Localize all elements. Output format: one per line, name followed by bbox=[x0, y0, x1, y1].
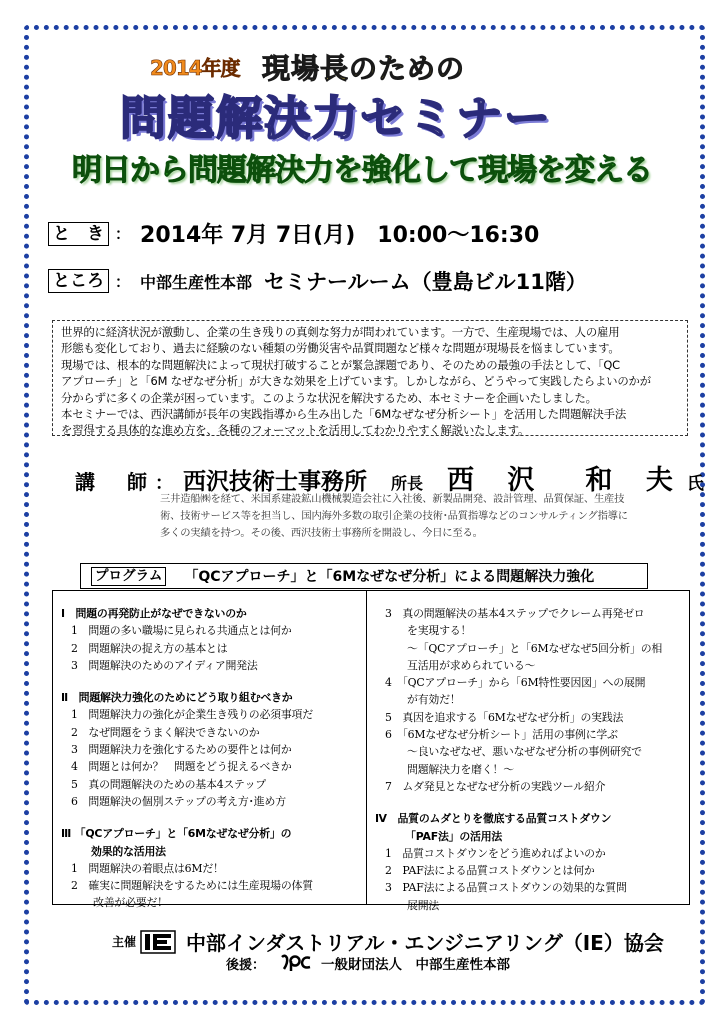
program-spacer bbox=[61, 810, 361, 825]
program-right-column bbox=[375, 605, 687, 914]
program-title: 「QCアプローチ」と「6Mなぜなぜ分析」による問題解決力強化 bbox=[184, 569, 595, 585]
year-label: 2014年度 bbox=[150, 56, 240, 80]
program-item: 6 問題解決の個別ステップの考え方･進め方 bbox=[71, 794, 286, 808]
support-label: 後援： bbox=[226, 957, 266, 973]
program-item: を実現する！ bbox=[407, 624, 472, 638]
program-item: 2 問題解決の捉え方の基本とは bbox=[71, 641, 228, 655]
program-item: 互活用が求められている〜 bbox=[407, 658, 536, 672]
sponsor-name: 中部インダストリアル・エンジニアリング（IE）協会 bbox=[186, 931, 664, 955]
program-item: 〜良いなぜなぜ、悪いなぜなぜ分析の事例研究で bbox=[407, 745, 642, 759]
program-item: 1 品質コストダウンをどう進めればよいのか bbox=[385, 846, 606, 860]
lecturer-bio bbox=[160, 491, 670, 542]
program-item: 3 問題解決力を強化するための要件とは何か bbox=[71, 743, 292, 757]
program-item: 展開法 bbox=[407, 898, 440, 912]
program-item: 2 なぜ問題をうまく解決できないのか bbox=[71, 725, 260, 739]
intro-box bbox=[52, 320, 688, 436]
seminar-subtitle: 現場長のための bbox=[262, 52, 466, 85]
program-item: 1 問題解決力の強化が企業生き残りの必須事項だ bbox=[71, 708, 313, 722]
program-item: 3 PAF法による品質コストダウンの効果的な質問 bbox=[385, 881, 627, 895]
seminar-title: 問題解決力セミナー bbox=[120, 91, 552, 145]
intro-line: アプローチ」と「6M なぜなぜ分析」が大きな効果を上げています。しかしながら、どうやって実践したらよいのかが bbox=[61, 374, 651, 389]
program-item: 4 問題とは何か？ 問題をどう捉えるべきか bbox=[71, 760, 292, 774]
support-row bbox=[226, 953, 510, 973]
bio-line: 術、技術サービス等を担当し、国内海外多数の取引企業の技術･品質指導などのコンサルティング指導に bbox=[160, 510, 628, 522]
venue-org: 中部生産性本部 bbox=[140, 272, 253, 292]
program-item: 2 確実に問題解決をするためには生産現場の体質 bbox=[71, 879, 313, 893]
program-item: 2 PAF法による品質コストダウンとは何か bbox=[385, 864, 595, 878]
intro-line: 世界的に経済状況が激動し、企業の生き残りの真剣な努力が問われています。一方で、生産現場では、人の雇用 bbox=[61, 325, 620, 339]
intro-line: 現場では、根本的な問題解決によって現状打破することが緊急課題であり、そのための最強の手法として、「QC bbox=[61, 357, 620, 372]
intro-line: を習得する具体的な進め方を、各種のフォーマットを活用してわかりやすく解説いたします。 bbox=[61, 423, 530, 438]
program-section-heading: 「PAF法」の活用法 bbox=[405, 829, 503, 843]
program-section-heading: 効果的な活用法 bbox=[91, 844, 166, 858]
program-spacer bbox=[375, 795, 687, 810]
venue-colon: ： bbox=[115, 272, 131, 291]
program-item: 1 問題の多い職場に見られる共通点とは何か bbox=[71, 624, 292, 638]
lecturer-name: 西 沢 和 夫 bbox=[447, 465, 685, 496]
lecturer-honorific: 氏 bbox=[686, 474, 704, 494]
program-box bbox=[52, 590, 690, 912]
date-row bbox=[48, 218, 539, 249]
ie-logo-icon bbox=[140, 930, 176, 954]
program-item: 4 「QCアプローチ」から「6M特性要因図」への展開 bbox=[385, 676, 646, 690]
intro-line: 本セミナーでは、西沢講師が長年の実践指導から生み出した「6Mなぜなぜ分析シート」を活用した問題解決手法 bbox=[61, 407, 627, 422]
venue-room: セミナールーム（豊島ビル11階） bbox=[264, 270, 587, 294]
lecturer-org: 西沢技術士事務所 bbox=[183, 469, 367, 495]
program-item: 6 「6Mなぜなぜ分析シート」活用の事例に学ぶ bbox=[385, 728, 618, 742]
program-item: 5 真の問題解決のための基本4ステップ bbox=[71, 777, 266, 791]
program-item: 改善が必要だ！ bbox=[93, 896, 168, 910]
program-item: 5 真因を追求する「6Mなぜなぜ分析」の実践法 bbox=[385, 710, 624, 724]
lecturer-colon: ： bbox=[155, 473, 173, 494]
sponsor-row bbox=[112, 927, 664, 956]
tagline: 明日から問題解決力を強化して現場を変える bbox=[72, 153, 652, 188]
intro-line: 形態も変化しており、過去に経験のない種類の労働災害や品質問題など様々な問題が現場長を悩ましています。 bbox=[61, 341, 620, 356]
program-label: プログラム bbox=[91, 567, 166, 586]
program-item: 3 真の問題解決の基本4ステップでクレーム再発ゼロ bbox=[385, 607, 645, 620]
bio-line: 多くの実績を持つ。その後、西沢技術士事務所を開設し、今日に至る。 bbox=[160, 527, 483, 539]
program-item: が有効だ！ bbox=[407, 693, 461, 707]
lecturer-position: 所長 bbox=[391, 474, 424, 493]
date-value: 2014年 7月 7日(月) 10:00〜16:30 bbox=[140, 223, 540, 248]
bio-line: 三井造船㈱を経て、米国系建設鉱山機械製造会社に入社後、新製品開発、設計管理、品質保証、生産技 bbox=[160, 493, 625, 505]
program-item: 7 ムダ発見となぜなぜ分析の実践ツール紹介 bbox=[385, 779, 606, 793]
program-section-heading: Ⅰ 問題の再発防止がなぜできないのか bbox=[61, 607, 247, 620]
program-spacer bbox=[61, 674, 361, 689]
program-section-heading: Ⅳ 品質のムダとりを徹底する品質コストダウン bbox=[375, 812, 612, 826]
program-item: 問題解決力を磨く！〜 bbox=[407, 762, 514, 776]
venue-label: ところ bbox=[48, 269, 109, 293]
lecturer-label: 講 師 bbox=[75, 470, 153, 494]
sponsor-label: 主催 bbox=[112, 935, 137, 949]
program-divider bbox=[366, 591, 367, 904]
date-colon: ： bbox=[115, 225, 131, 243]
program-item: 1 問題解決の着眼点は6Mだ！ bbox=[71, 861, 224, 875]
program-left-column bbox=[61, 605, 361, 912]
program-item: 3 問題解決のためのアイディア開発法 bbox=[71, 658, 258, 672]
program-header bbox=[80, 563, 648, 589]
jpc-logo-icon bbox=[279, 954, 313, 972]
program-item: 〜「QCアプローチ」と「6Mなぜなぜ5回分析」の相 bbox=[407, 641, 663, 655]
venue-row bbox=[48, 266, 587, 296]
intro-line: 分からずに多くの企業が困っています。このような状況を解決するため、本セミナーを企画いたしました。 bbox=[61, 390, 597, 405]
program-section-heading: Ⅲ 「QCアプローチ」と「6Mなぜなぜ分析」の bbox=[61, 827, 292, 841]
support-name: 一般財団法人 中部生産性本部 bbox=[321, 957, 511, 973]
date-label: と き bbox=[48, 222, 109, 246]
program-section-heading: Ⅱ 問題解決力強化のためにどう取り組むべきか bbox=[61, 691, 293, 705]
